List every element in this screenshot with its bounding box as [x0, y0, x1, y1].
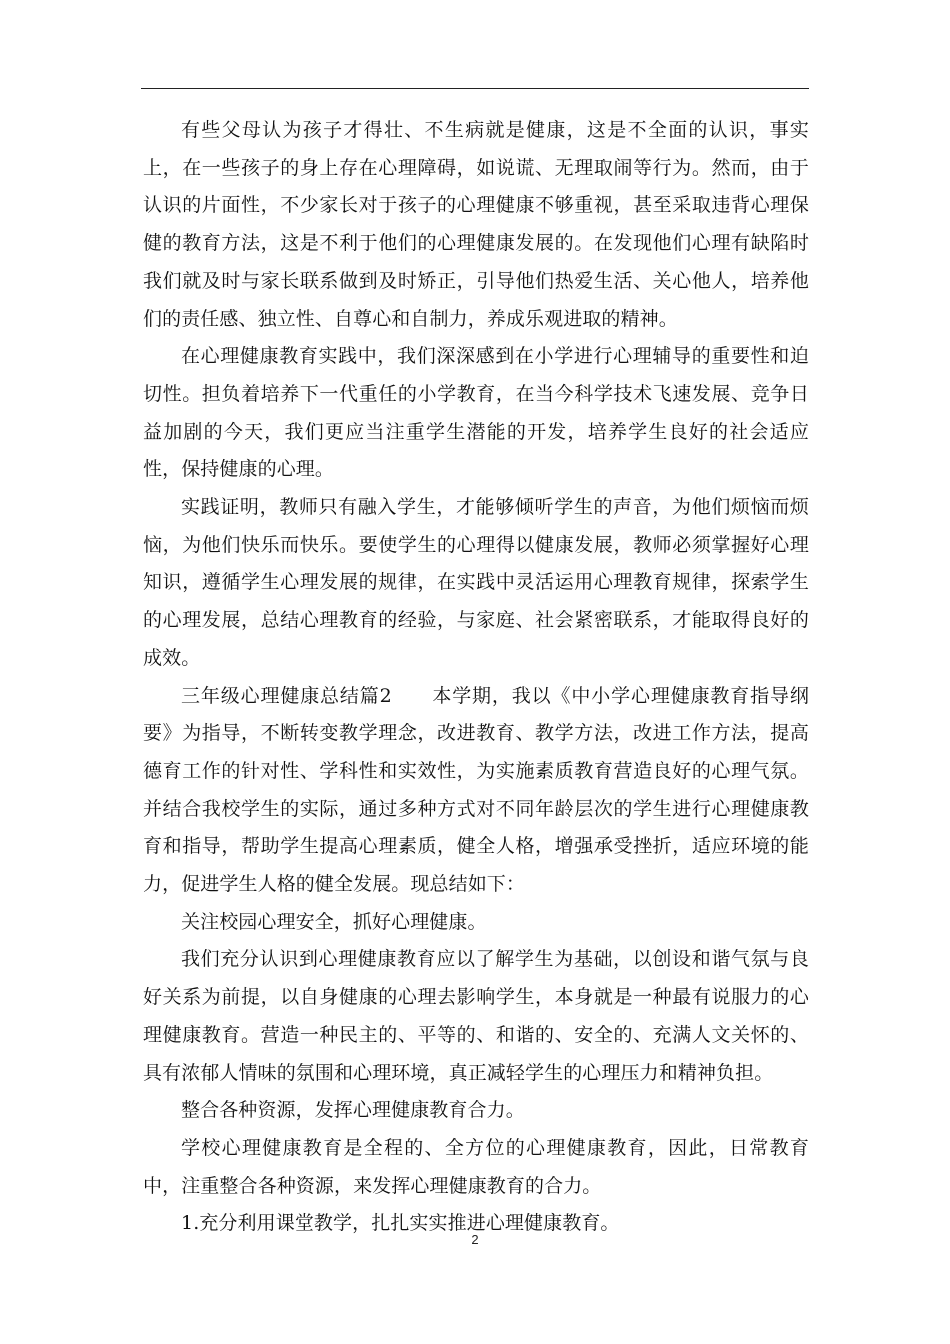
body-text — [143, 112, 809, 1243]
header-rule — [141, 88, 809, 89]
list-item: 1.充分利用课堂教学，扎扎实实推进心理健康教育。 — [181, 1212, 620, 1235]
paragraph: 我们充分认识到心理健康教育应以了解学生为基础，以创设和谐气氛与良好关系为前提，以自身健康的心理去影响学生，本身就是一种最有说服力的心理健康教育。营造一种民主的、平等的、和谐的、安全的、充满人文关怀的、具有浓郁人情味的氛围和心理环境，真正减轻学生的心理压力和精神负担。 — [143, 948, 809, 1084]
page-number: 2 — [471, 1232, 479, 1247]
section-heading: 整合各种资源，发挥心理健康教育合力。 — [181, 1099, 525, 1122]
paragraph: 在心理健康教育实践中，我们深深感到在小学进行心理辅导的重要性和迫切性。担负着培养下一代重任的小学教育，在当今科学技术飞速发展、竞争日益加剧的今天，我们更应当注重学生潜能的开发，培养学生良好的社会适应性，保持健康的心理。 — [143, 345, 809, 481]
paragraph: 有些父母认为孩子才得壮、不生病就是健康，这是不全面的认识，事实上，在一些孩子的身上存在心理障碍，如说谎、无理取闹等行为。然而，由于认识的片面性，不少家长对于孩子的心理健康不够重视，甚至采取违背心理保健的教育方法，这是不利于他们的心理健康发展的。在发现他们心理有缺陷时我们就及时与家长联系做到及时矫正，引导他们热爱生活、关心他人，培养他们的责任感、独立性、自尊心和自制力，养成乐观进取的精神。 — [143, 119, 809, 330]
paragraph: 三年级心理健康总结篇2 本学期，我以《中小学心理健康教育指导纲要》为指导，不断转变教学理念，改进教育、教学方法，改进工作方法，提高德育工作的针对性、学科性和实效性，为实施素质教育营造良好的心理气氛。并结合我校学生的实际，通过多种方式对不同年龄层次的学生进行心理健康教育和指导，帮助学生提高心理素质，健全人格，增强承受挫折，适应环境的能力，促进学生人格的健全发展。现总结如下： — [143, 684, 809, 896]
section-heading: 关注校园心理安全，抓好心理健康。 — [181, 910, 487, 933]
paragraph: 学校心理健康教育是全程的、全方位的心理健康教育，因此，日常教育中，注重整合各种资源，来发挥心理健康教育的合力。 — [143, 1136, 809, 1197]
paragraph: 实践证明，教师只有融入学生，才能够倾听学生的声音，为他们烦恼而烦恼，为他们快乐而快乐。要使学生的心理得以健康发展，教师必须掌握好心理知识，遵循学生心理发展的规律，在实践中灵活运用心理教育规律，探索学生的心理发展，总结心理教育的经验，与家庭、社会紧密联系，才能取得良好的成效。 — [143, 496, 809, 669]
